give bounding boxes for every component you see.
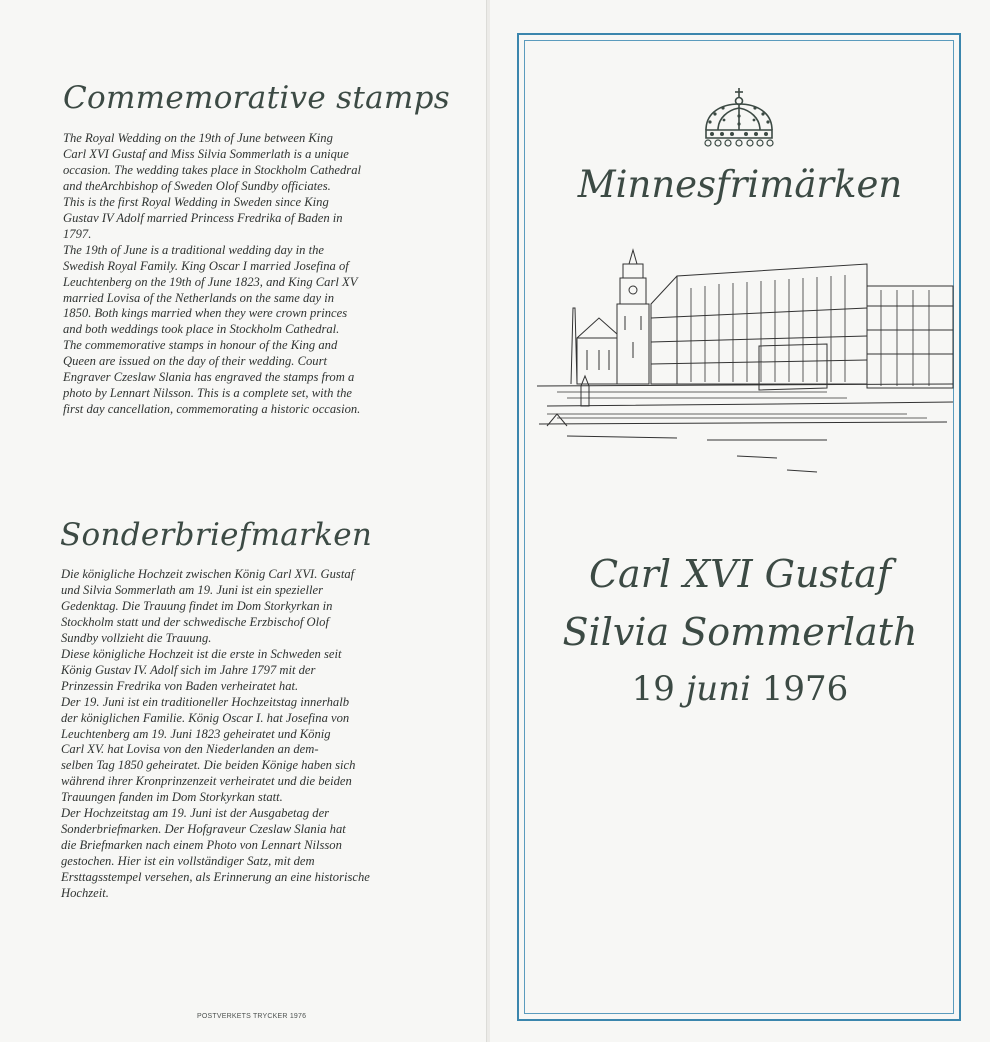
english-line: 1850. Both kings married when they were crown princes	[63, 306, 348, 321]
german-line: Die königliche Hochzeit zwischen König Carl XVI. Gustaf	[61, 567, 355, 581]
english-line: and theArchbishop of Sweden Olof Sundby officiates.	[63, 178, 331, 193]
german-line: Hochzeit.	[61, 886, 109, 901]
german-line: Stockholm statt und der schwedische Erzbischof Olof	[61, 614, 329, 629]
german-line: selben Tag 1850 geheiratet. Die beiden Könige haben sich	[61, 758, 356, 773]
english-text	[63, 131, 361, 418]
date-year: 1976	[761, 669, 849, 709]
german-line: Gedenktag. Die Trauung findet im Dom Storkyrkan in	[61, 598, 333, 613]
german-line: Sundby vollzieht die Trauung.	[61, 630, 212, 645]
german-text	[61, 567, 370, 902]
german-line: Carl XV. hat Lovisa von den Niederlanden an dem-	[61, 742, 319, 757]
german-line: Trauungen fanden im Dom Storkyrkan statt.	[61, 790, 283, 805]
english-line: and both weddings took place in Stockholm Cathedral.	[63, 322, 340, 337]
palace-illustration	[527, 246, 955, 496]
german-line: Sonderbriefmarken. Der Hofgraveur Czeslaw Slania hat	[61, 822, 346, 837]
german-line: Prinzessin Fredrika von Baden verheiratet hat.	[61, 678, 299, 693]
right-title: Minnesfrimärken	[577, 163, 903, 206]
english-line: The Royal Wedding on the 19th of June between King	[63, 131, 333, 145]
english-line: Engraver Czeslaw Slania has engraved the stamps from a	[63, 370, 355, 385]
german-line: Diese königliche Hochzeit ist die erste in Schweden seit	[61, 646, 342, 661]
english-line: married Lovisa of the Netherlands on the same day in	[63, 290, 335, 305]
english-line: Gustav IV Adolf married Princess Fredrika of Baden in	[63, 210, 343, 225]
english-line: This is the first Royal Wedding in Sweden since King	[63, 194, 329, 209]
german-line: Ersttagsstempel versehen, als Erinnerung an eine historische	[61, 870, 370, 885]
german-line: Leuchtenberg am 19. Juni 1823 geheiratet und König	[61, 726, 331, 741]
english-line: first day cancellation, commemorating a historic occasion.	[63, 402, 361, 417]
english-heading: Commemorative stamps	[63, 80, 450, 116]
german-line: die Briefmarken nach einem Photo von Lennart Nilsson	[61, 838, 342, 853]
german-line: Der Hochzeitstag am 19. Juni ist der Ausgabetag der	[61, 806, 330, 821]
german-line: König Gustav IV. Adolf sich im Jahre 1797 mit der	[61, 662, 316, 677]
english-line: Queen are issued on the day of their wedding. Court	[63, 354, 327, 369]
english-line: photo by Lennart Nilsson. This is a complete set, with the	[63, 386, 352, 401]
english-line: Leuchtenberg on the 19th of June 1823, and King Carl XV	[63, 274, 358, 289]
crown-icon	[700, 86, 778, 148]
english-line: occasion. The wedding takes place in Stockholm Cathedral	[63, 162, 362, 177]
english-line: Carl XVI Gustaf and Miss Silvia Sommerlath is a unique	[63, 146, 349, 161]
german-line: der königlichen Familie. König Oscar I. hat Josefina von	[61, 710, 350, 725]
date-day: 19	[631, 669, 675, 709]
german-heading: Sonderbriefmarken	[60, 517, 373, 553]
german-line: während ihrer Kronprinzenzeit verheiratet und die beiden	[61, 774, 352, 789]
groom-name: Carl XVI Gustaf	[588, 552, 892, 596]
wedding-date	[540, 669, 940, 709]
english-line: The 19th of June is a traditional wedding day in the	[63, 242, 324, 257]
printer-imprint: POSTVERKETS TRYCKER 1976	[197, 1013, 307, 1020]
english-line: Swedish Royal Family. King Oscar I married Josefina of	[63, 258, 349, 273]
english-line: The commemorative stamps in honour of the King and	[63, 338, 338, 353]
english-line: 1797.	[63, 226, 92, 241]
date-month: juni	[685, 669, 751, 709]
bride-name: Silvia Sommerlath	[562, 610, 918, 654]
german-line: und Silvia Sommerlath am 19. Juni ist ein spezieller	[61, 582, 323, 597]
german-line: Der 19. Juni ist ein traditioneller Hochzeitstag innerhalb	[61, 694, 350, 709]
german-line: gestochen. Hier ist ein vollständiger Satz, mit dem	[61, 854, 315, 869]
